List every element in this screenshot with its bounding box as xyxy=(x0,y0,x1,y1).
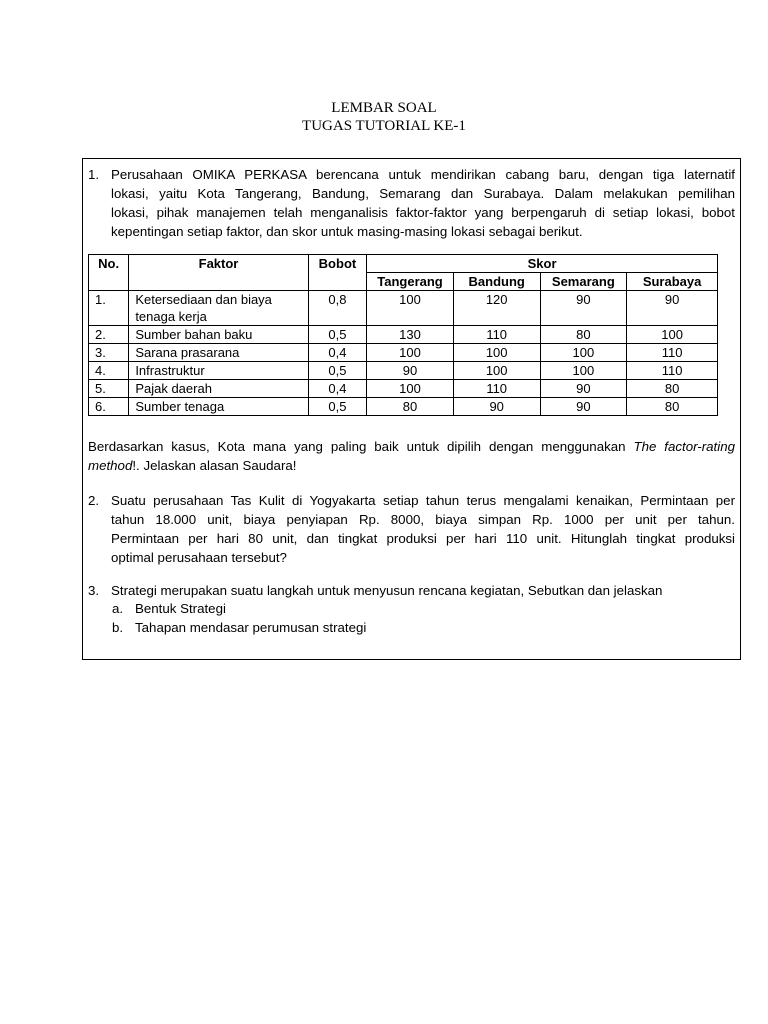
cell-score: 100 xyxy=(367,380,454,398)
q2-text xyxy=(111,491,735,567)
cell-score: 100 xyxy=(540,362,627,380)
q1-followup xyxy=(88,437,735,475)
cell-no: 3. xyxy=(89,344,129,362)
cell-score: 100 xyxy=(367,291,454,326)
header-bobot: Bobot xyxy=(308,255,366,291)
cell-score: 80 xyxy=(627,398,718,416)
cell-score: 130 xyxy=(367,326,454,344)
cell-score: 110 xyxy=(627,362,718,380)
cell-score: 110 xyxy=(453,326,540,344)
cell-bobot: 0,5 xyxy=(308,362,366,380)
cell-score: 80 xyxy=(540,326,627,344)
cell-faktor: Sumber tenaga xyxy=(129,398,308,416)
q1-followup-italic: method xyxy=(88,458,133,473)
cell-score: 90 xyxy=(540,398,627,416)
cell-faktor: Ketersediaan dan biaya tenaga kerja xyxy=(129,291,308,326)
cell-bobot: 0,5 xyxy=(308,398,366,416)
table-row xyxy=(89,398,718,416)
cell-score: 120 xyxy=(453,291,540,326)
cell-bobot: 0,4 xyxy=(308,380,366,398)
q1-followup-text: !. Jelaskan alasan Saudara! xyxy=(132,458,297,473)
q2-line: tahun 18.000 unit, biaya penyiapan Rp. 8000, biaya simpan Rp. 1000 per unit per tahun. xyxy=(111,512,735,527)
cell-score: 90 xyxy=(627,291,718,326)
header-city: Tangerang xyxy=(367,273,454,291)
cell-faktor: Sumber bahan baku xyxy=(129,326,308,344)
table-row xyxy=(89,344,718,362)
table-row xyxy=(89,291,718,326)
cell-no: 2. xyxy=(89,326,129,344)
q3-item: Tahapan mendasar perumusan strategi xyxy=(135,620,367,635)
header-city: Surabaya xyxy=(627,273,718,291)
cell-no: 6. xyxy=(89,398,129,416)
cell-bobot: 0,5 xyxy=(308,326,366,344)
header-city: Bandung xyxy=(453,273,540,291)
cell-score: 110 xyxy=(627,344,718,362)
header-faktor: Faktor xyxy=(129,255,308,291)
cell-score: 100 xyxy=(627,326,718,344)
table-row xyxy=(89,380,718,398)
q2-line: Suatu perusahaan Tas Kulit di Yogyakarta setiap tahun terus mengalami kenaikan, Permintaan per xyxy=(111,493,735,508)
cell-score: 90 xyxy=(453,398,540,416)
cell-score: 90 xyxy=(540,291,627,326)
cell-score: 100 xyxy=(453,362,540,380)
cell-score: 100 xyxy=(453,344,540,362)
q1-number: 1. xyxy=(88,167,100,182)
header-city: Semarang xyxy=(540,273,627,291)
cell-score: 110 xyxy=(453,380,540,398)
cell-score: 90 xyxy=(367,362,454,380)
cell-no: 4. xyxy=(89,362,129,380)
cell-score: 90 xyxy=(540,380,627,398)
header-subtitle: TUGAS TUTORIAL KE-1 xyxy=(302,118,466,134)
q2-line: optimal perusahaan tersebut? xyxy=(111,550,287,565)
cell-faktor: Sarana prasarana xyxy=(129,344,308,362)
cell-score: 80 xyxy=(627,380,718,398)
cell-faktor: Infrastruktur xyxy=(129,362,308,380)
q3-item-label: a. xyxy=(112,601,124,616)
q1-followup-italic: The factor-rating xyxy=(633,439,735,454)
q3-item-label: b. xyxy=(112,620,124,635)
q1-line: lokasi, yaitu Kota Tangerang, Bandung, Semarang dan Surabaya. Dalam melakukan pemilihan xyxy=(111,186,735,201)
factor-score-table xyxy=(88,254,718,416)
cell-bobot: 0,8 xyxy=(308,291,366,326)
cell-no: 1. xyxy=(89,291,129,326)
q2-number: 2. xyxy=(88,493,100,508)
q3-text: Strategi merupakan suatu langkah untuk menyusun rencana kegiatan, Sebutkan dan jelaskan xyxy=(111,583,663,598)
cell-score: 100 xyxy=(367,344,454,362)
cell-faktor: Pajak daerah xyxy=(129,380,308,398)
q1-line: lokasi, pihak manajemen telah menganalisis faktor-faktor yang berpengaruh di setiap lokasi, bobot xyxy=(111,205,735,220)
q1-line: Perusahaan OMIKA PERKASA berencana untuk mendirikan cabang baru, dengan tiga laternatif xyxy=(111,167,735,182)
cell-score: 80 xyxy=(367,398,454,416)
table-row xyxy=(89,362,718,380)
header-skor: Skor xyxy=(367,255,718,273)
cell-bobot: 0,4 xyxy=(308,344,366,362)
header-no: No. xyxy=(89,255,129,291)
q1-line: kepentingan setiap faktor, dan skor untuk masing-masing lokasi sebagai berikut. xyxy=(111,224,583,239)
q1-text xyxy=(111,165,735,241)
q2-line: Permintaan per hari 80 unit, dan tingkat produksi per hari 110 unit. Hitunglah tingkat produksi xyxy=(111,531,735,546)
document-header xyxy=(0,99,768,135)
header-title: LEMBAR SOAL xyxy=(331,100,437,116)
q1-followup-text: Berdasarkan kasus, Kota mana yang paling baik untuk dipilih dengan menggunakan xyxy=(88,439,634,454)
cell-score: 100 xyxy=(540,344,627,362)
table-row xyxy=(89,326,718,344)
q3-number: 3. xyxy=(88,583,100,598)
cell-no: 5. xyxy=(89,380,129,398)
q3-item: Bentuk Strategi xyxy=(135,601,226,616)
